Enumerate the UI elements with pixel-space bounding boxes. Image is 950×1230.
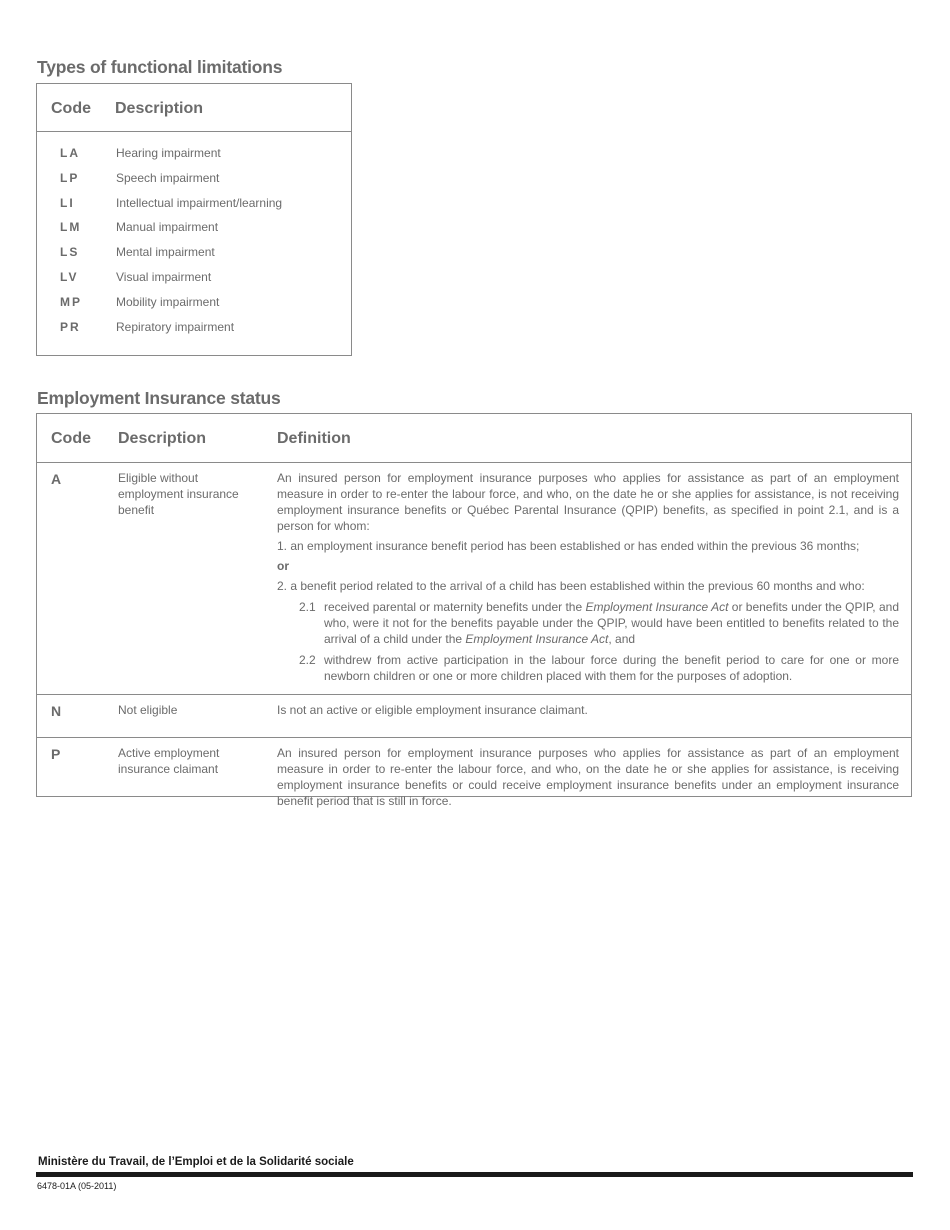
act-name: Employment Insurance Act (585, 600, 729, 614)
limitation-description: Mental impairment (116, 245, 215, 260)
table-row (37, 194, 351, 219)
limitation-description: Intellectual impairment/learning (116, 195, 283, 210)
act-name: Employment Insurance Act (465, 632, 609, 646)
ei-description-header: Description (118, 430, 207, 447)
footer-rule (36, 1172, 913, 1177)
limitation-code: MP (60, 294, 82, 309)
definition-text: Is not an active or eligible employment insurance claimant. (277, 703, 588, 717)
ei-definition (277, 745, 899, 809)
ei-code: N (51, 703, 62, 719)
limitation-description: Hearing impairment (116, 146, 221, 160)
limitations-code-header: Code (51, 100, 91, 117)
table-row (37, 293, 351, 318)
ei-definition (277, 702, 899, 718)
table-row (37, 738, 911, 808)
definition-item-2: 2. a benefit period related to the arrival of a child has been established within the previous 60 months and who: (277, 579, 865, 593)
table-row (37, 243, 351, 268)
subitem-text: withdrew from active participation in the labour force during the benefit period to care for one or more newborn children or one or more children placed with them for the purposes of adoption. (324, 653, 899, 683)
ei-definition (277, 470, 899, 684)
table-row (37, 463, 911, 695)
limitations-table-header (37, 84, 351, 132)
definition-or: or (277, 559, 289, 573)
limitation-description: Speech impairment (116, 170, 220, 185)
ei-code-header: Code (51, 430, 91, 447)
limitation-code: LV (60, 269, 79, 284)
subitem-number: 2.1 (299, 600, 316, 614)
table-row (37, 268, 351, 293)
limitations-title: Types of functional limitations (37, 57, 283, 77)
limitation-code: LM (60, 220, 82, 235)
subitem-text (324, 599, 899, 647)
ei-description: Eligible without employment insurance benefit (118, 471, 239, 517)
ministry-name: Ministère du Travail, de l’Emploi et de la Solidarité sociale (38, 1156, 354, 1168)
table-row (37, 318, 351, 343)
ei-code: P (51, 746, 61, 762)
ei-description: Not eligible (118, 703, 178, 717)
ei-definition-header: Definition (277, 430, 351, 447)
limitations-rows (37, 132, 351, 342)
limitations-description-header: Description (115, 100, 204, 117)
limitation-description: Repiratory impairment (116, 319, 235, 334)
definition-text: An insured person for employment insurance purposes who applies for assistance as part of an employment measure in order to re-enter the labour force, and who, on the date he or she applies for assistance, is receiving employment insurance benefits or could receive employment insurance benefits under an employment insurance benefit period that is still in force. (277, 746, 899, 808)
limitation-code: PR (60, 319, 81, 334)
subitem-text-part: or benefits under the QPIP, and who, were it not for the benefits payable under the QPIP, would have been entitled to benefits related to the arrival of a child under the (324, 600, 899, 646)
limitation-code: LP (60, 170, 80, 185)
subitem-number: 2.2 (299, 653, 316, 667)
ei-status-table (36, 413, 912, 808)
definition-subitem-2-1 (277, 599, 899, 647)
ei-status-title: Employment Insurance status (37, 388, 281, 408)
limitation-description: Manual impairment (116, 220, 219, 235)
definition-intro: An insured person for employment insurance purposes who applies for assistance as part of an employment measure in order to re-enter the labour force, and who, on the date he or she applies for assistance, is not receiving employment insurance benefits or Québec Parental Insurance (QPIP) benefits, as specified in point 2.1, and is a person for whom: (277, 471, 899, 533)
definition-subitem-2-2 (277, 652, 899, 684)
limitation-description: Mobility impairment (116, 294, 220, 309)
limitation-code: LI (60, 195, 75, 210)
limitation-description: Visual impairment (116, 269, 212, 284)
table-row (37, 218, 351, 243)
limitation-code: LS (60, 245, 80, 260)
ei-status-table-header (37, 414, 911, 463)
ei-code: A (51, 471, 62, 487)
limitations-table (36, 83, 352, 356)
table-row (37, 695, 911, 738)
limitation-code: LA (60, 146, 80, 160)
subitem-text-part: , and (608, 632, 636, 646)
ei-description: Active employment insurance claimant (118, 746, 220, 776)
form-number: 6478-01A (05-2011) (37, 1181, 117, 1191)
table-row (37, 169, 351, 194)
definition-item-1: 1. an employment insurance benefit period has been established or has ended within the previous 36 months; (277, 539, 860, 553)
table-row (37, 144, 351, 169)
subitem-text-part: received parental or maternity benefits under the (324, 600, 586, 614)
